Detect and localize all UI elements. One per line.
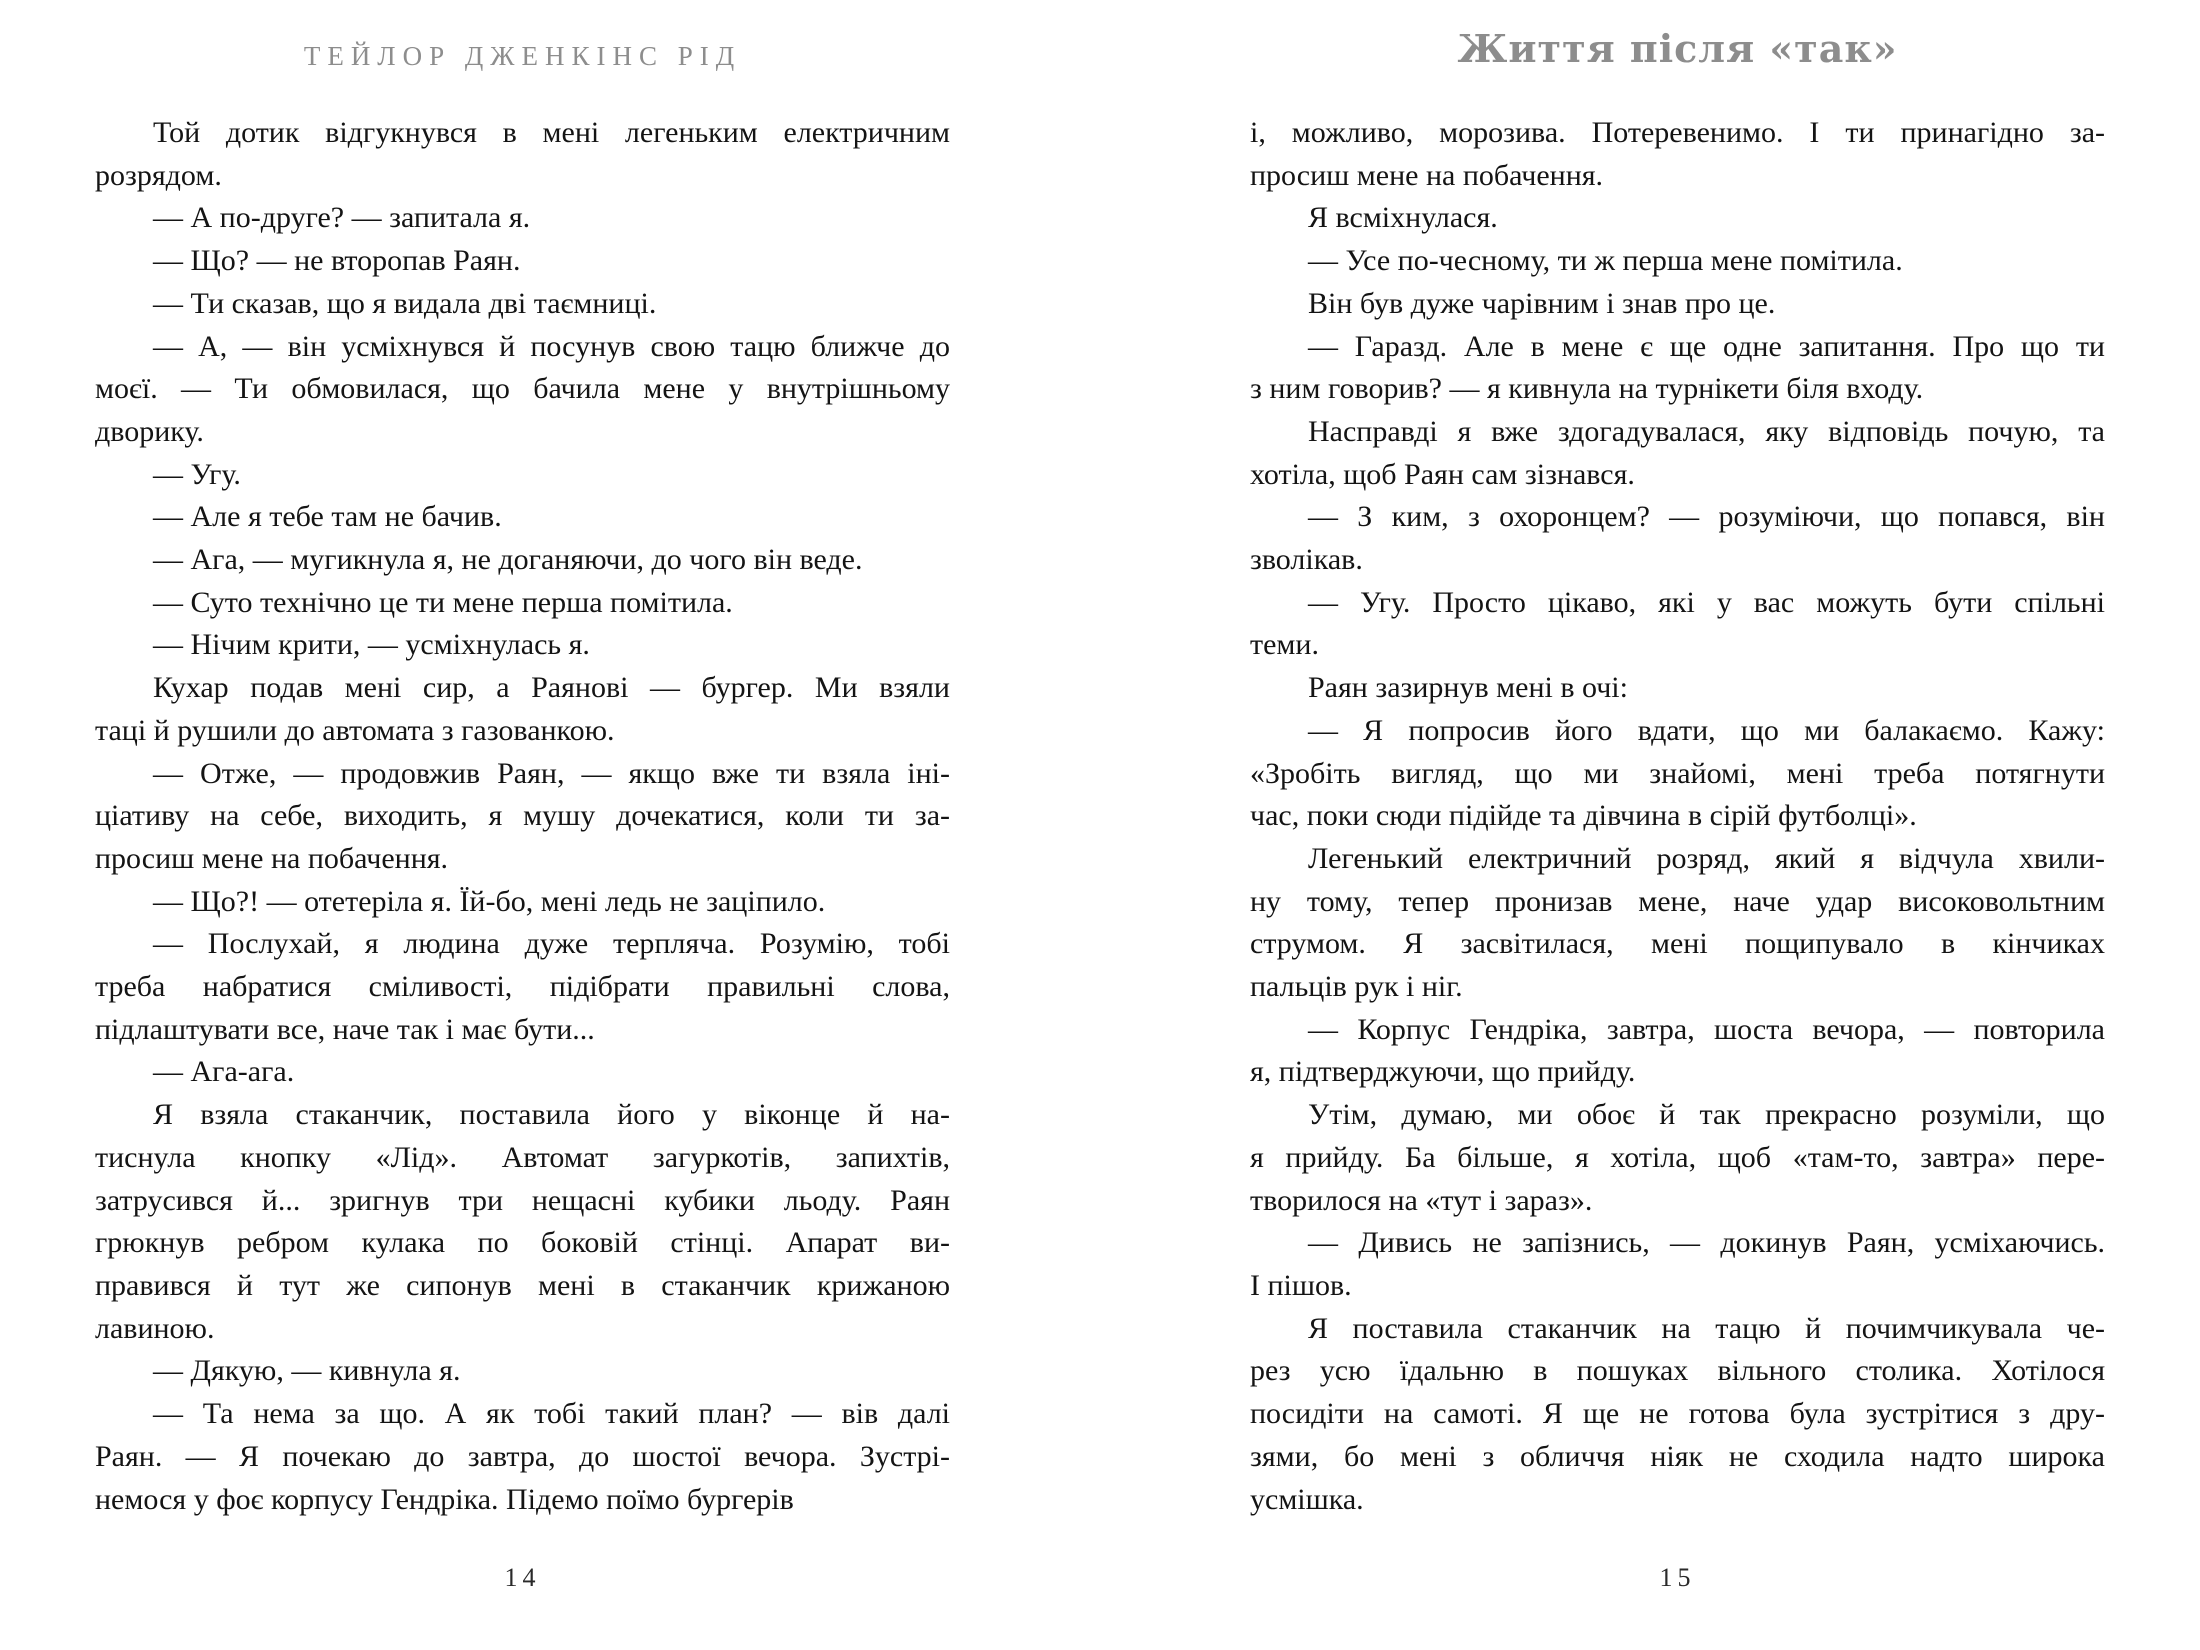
text-line: посидіти на самоті. Я ще не готова була зустрітися з дру- [1250, 1397, 2105, 1431]
text-line: — Нічим крити, — усміхнулась я. [153, 628, 590, 662]
running-header-author: ТЕЙЛОР ДЖЕНКІНС РІД [303, 41, 742, 71]
text-line: немося у фоє корпусу Гендріка. Підемо поїмо бургерів [95, 1482, 794, 1516]
text-line: І пішов. [1250, 1268, 1352, 1302]
text-line: усмішка. [1250, 1482, 1364, 1516]
text-line: — Ага-ага. [153, 1055, 295, 1089]
text-line: Я взяла стаканчик, поставила його у віконце й на- [153, 1098, 950, 1132]
text-line: — Та нема за що. А як тобі такий план? — вів далі [153, 1397, 950, 1431]
running-header-title: Життя після «так» [1457, 26, 1898, 71]
text-line: треба набратися сміливості, підібрати правильні слова, [95, 970, 950, 1004]
text-line: я, підтверджуючи, що прийду. [1250, 1055, 1636, 1089]
text-line: я прийду. Ба більше, я хотіла, щоб «там-то, завтра» пере- [1250, 1140, 2105, 1174]
page-text [1250, 112, 2105, 1521]
page-number: 14 [504, 1563, 541, 1592]
page-text [95, 112, 950, 1521]
text-line: — Що?! — отетеріла я. Їй-бо, мені ледь не заціпило. [153, 884, 826, 918]
text-line: творилося на «тут і зараз». [1250, 1183, 1593, 1217]
text-line: Той дотик відгукнувся в мені легеньким електричним [153, 116, 950, 149]
text-line: — А, — він усміхнувся й посунув свою тацю ближче до [153, 329, 950, 363]
text-line: — Корпус Гендріка, завтра, шоста вечора, — повторила [1308, 1012, 2105, 1046]
text-line: Він був дуже чарівним і знав про це. [1308, 286, 1776, 320]
text-line: пальців рук і ніг. [1250, 970, 1463, 1004]
text-line: Раян. — Я почекаю до завтра, до шостої вечора. Зустрі- [95, 1439, 950, 1473]
text-line: хотіла, щоб Раян сам зізнався. [1250, 457, 1635, 491]
text-line: — Але я тебе там не бачив. [153, 500, 502, 534]
text-line: Кухар подав мені сир, а Раянові — бургер. Ми взяли [153, 671, 950, 705]
text-line: зволікав. [1250, 543, 1363, 577]
text-line: рез усю їдальню в пошуках вільного столика. Хотілося [1250, 1354, 2105, 1388]
text-line: — Дивись не запізнись, — докинув Раян, усміхаючись. [1308, 1226, 2105, 1260]
text-line: просиш мене на побачення. [95, 841, 449, 875]
text-line: — Ага, — мугикнула я, не доганяючи, до чого він веде. [153, 543, 863, 577]
text-line: Раян зазирнув мені в очі: [1308, 671, 1628, 705]
text-line: — Усе по-чесному, ти ж перша мене помітила. [1308, 244, 1903, 278]
text-line: дворику. [95, 414, 204, 448]
text-line: — Отже, — продовжив Раян, — якщо вже ти взяла іні- [153, 756, 950, 790]
text-line: — З ким, з охоронцем? — розуміючи, що попався, він [1308, 500, 2105, 534]
page-number: 15 [1659, 1563, 1696, 1592]
text-line: — Що? — не второпав Раян. [153, 244, 521, 278]
text-line: — Послухай, я людина дуже терпляча. Розумію, тобі [153, 927, 950, 961]
text-line: тиснула кнопку «Лід». Автомат загуркотів, запихтів, [95, 1140, 950, 1174]
text-line: — Угу. Просто цікаво, які у вас можуть бути спільні [1308, 585, 2105, 619]
text-line: струмом. Я засвітилася, мені пощипувало в кінчиках [1250, 927, 2105, 961]
page-left [95, 0, 950, 1650]
text-line: — А по-друге? — запитала я. [153, 201, 531, 235]
text-line: і, можливо, морозива. Потеревенимо. І ти принагідно за- [1250, 116, 2105, 149]
text-line: — Я попросив його вдати, що ми балакаємо. Кажу: [1308, 713, 2105, 747]
text-line: — Гаразд. Але в мене є ще одне запитання. Про що ти [1308, 329, 2105, 363]
text-line: таці й рушили до автомата з газованкою. [95, 713, 615, 747]
text-line: Я всміхнулася. [1308, 201, 1498, 235]
text-line: — Ти сказав, що я видала дві таємниці. [153, 286, 657, 320]
text-line: теми. [1250, 628, 1319, 662]
text-line: ну тому, тепер пронизав мене, наче удар високовольтним [1250, 884, 2105, 918]
text-line: грюкнув ребром кулака по боковій стінці. Апарат ви- [95, 1226, 950, 1260]
text-line: ціативу на себе, виходить, я мушу дочекатися, коли ти за- [95, 799, 950, 833]
text-line: лавиною. [95, 1311, 215, 1345]
text-line: з ним говорив? — я кивнула на турнікети біля входу. [1250, 372, 1924, 406]
text-line: Я поставила стаканчик на тацю й почимчикувала че- [1308, 1311, 2105, 1345]
text-line: зями, бо мені з обличчя ніяк не сходила надто широка [1250, 1439, 2105, 1473]
text-line: підлаштувати все, наче так і має бути... [95, 1012, 595, 1046]
text-line: Утім, думаю, ми обоє й так прекрасно розуміли, що [1308, 1098, 2105, 1132]
text-line: Легенький електричний розряд, який я відчула хвили- [1308, 841, 2105, 875]
text-line: правився й тут же сипонув мені в стаканчик крижаною [95, 1268, 950, 1302]
text-line: розрядом. [95, 158, 222, 192]
text-line: «Зробіть вигляд, що ми знайомі, мені треба потягнути [1250, 756, 2105, 790]
text-line: просиш мене на побачення. [1250, 158, 1604, 192]
text-line: моєї. — Ти обмовилася, що бачила мене у внутрішньому [95, 372, 950, 406]
text-line: час, поки сюди підійде та дівчина в сірій футболці». [1250, 799, 1917, 833]
text-line: — Суто технічно це ти мене перша помітила. [153, 585, 733, 619]
text-line: — Дякую, — кивнула я. [153, 1354, 461, 1388]
text-line: — Угу. [153, 457, 241, 491]
text-line: затрусився й... зригнув три нещасні кубики льоду. Раян [95, 1183, 950, 1217]
page-right [1250, 0, 2105, 1650]
text-line: Насправді я вже здогадувалася, яку відповідь почую, та [1308, 414, 2105, 448]
